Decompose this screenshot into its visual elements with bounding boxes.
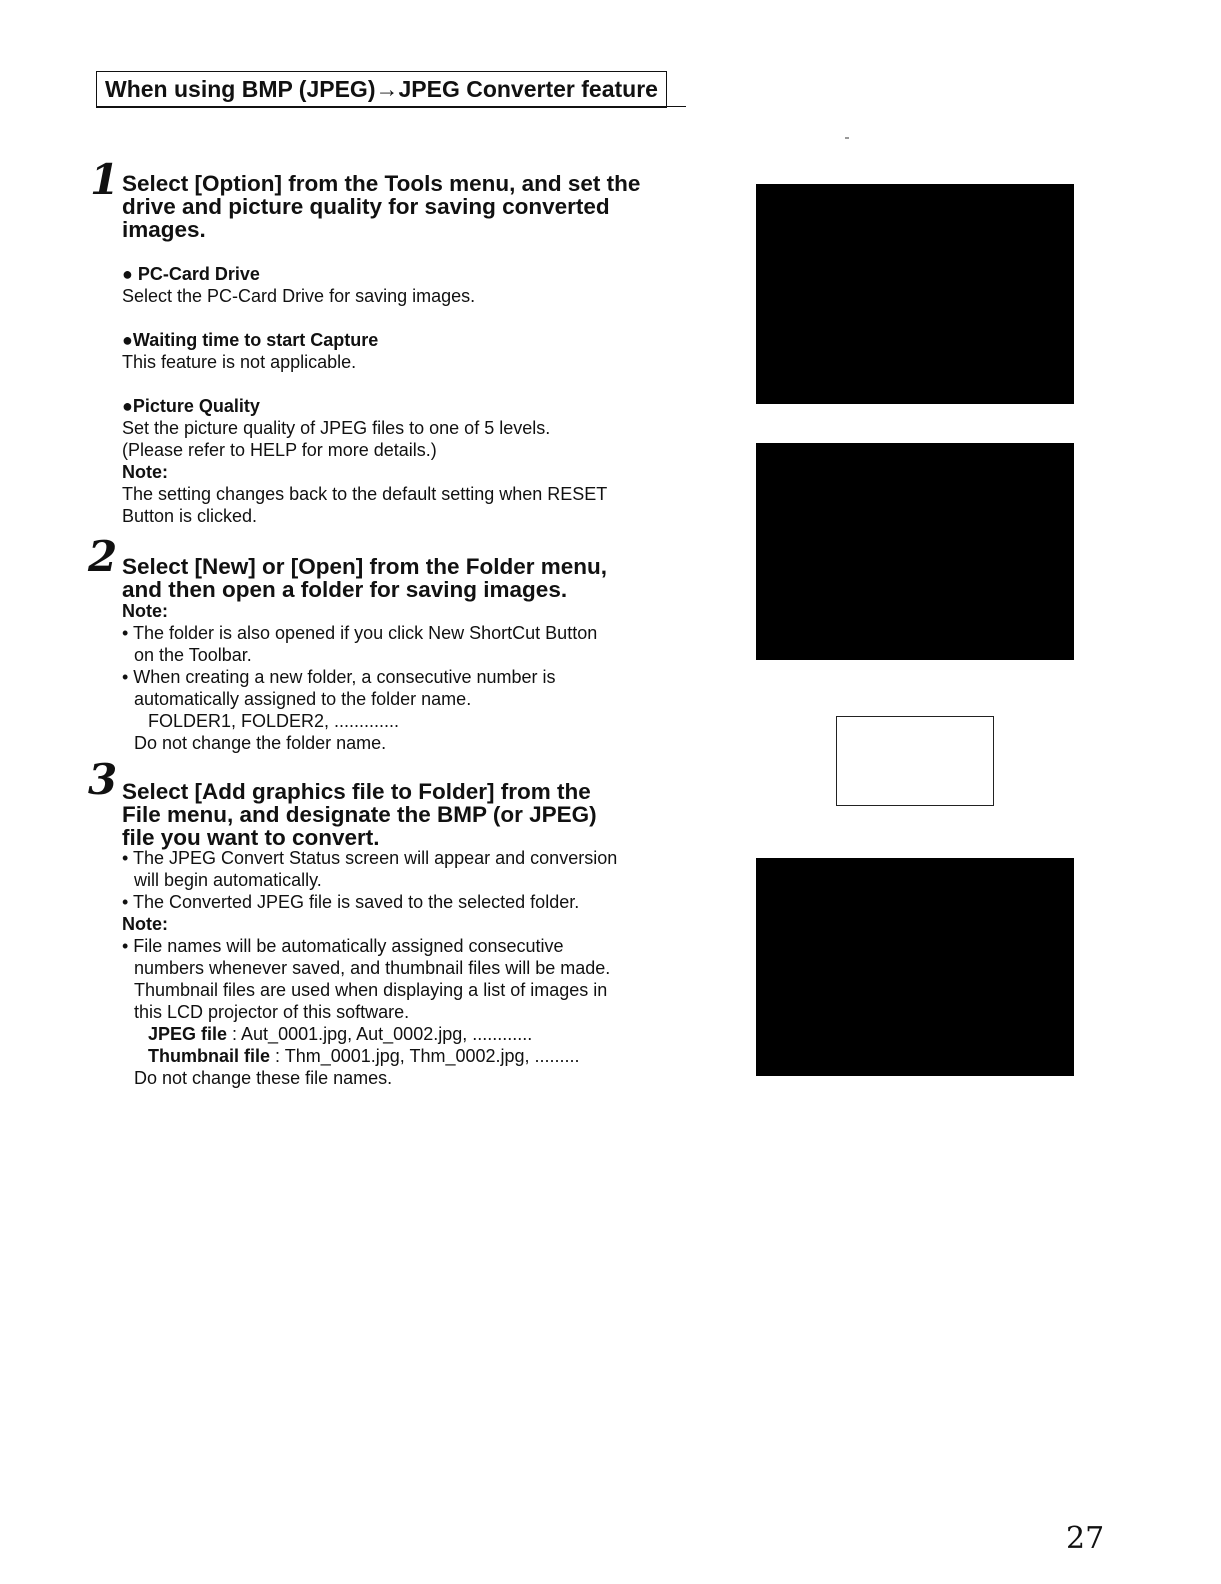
waiting-time-label: ●Waiting time to start Capture (122, 330, 379, 350)
picture-quality-label: ●Picture Quality (122, 396, 260, 416)
step-1-note-text-2: Button is clicked. (122, 506, 258, 526)
step-2-note-label: Note: (122, 601, 168, 621)
step-2-bullet-1a: • The folder is also opened if you click New ShortCut Button (122, 623, 598, 643)
step-2-heading: Select [New] or [Open] from the Folder menu, and then open a folder for saving images. (122, 554, 608, 602)
step-1-body (122, 263, 607, 527)
step-2-bullet-2a: • When creating a new folder, a consecutive number is (122, 667, 556, 687)
step-1-heading: Select [Option] from the Tools menu, and set the drive and picture quality for saving converted images. (122, 171, 641, 242)
pc-card-drive-text: Select the PC-Card Drive for saving images. (122, 286, 476, 306)
step-2-warning: Do not change the folder name. (134, 733, 387, 753)
scan-mark (845, 137, 849, 139)
step-3-note-label: Note: (122, 914, 168, 934)
thumbnail-file-value: : Thm_0001.jpg, Thm_0002.jpg, ......... (270, 1046, 580, 1066)
jpeg-file-label: JPEG file (148, 1024, 228, 1044)
step-3-bullet-1b: will begin automatically. (134, 870, 322, 890)
step-2-bullet-1b: on the Toolbar. (134, 645, 252, 665)
jpeg-file-line (122, 1023, 617, 1045)
jpeg-file-value: : Aut_0001.jpg, Aut_0002.jpg, ............ (227, 1024, 533, 1044)
step-3-note-b: numbers whenever saved, and thumbnail files will be made. (134, 958, 611, 978)
picture-quality-text-2: (Please refer to HELP for more details.) (122, 440, 437, 460)
step-3-bullet-1a: • The JPEG Convert Status screen will appear and conversion (122, 848, 618, 868)
folder-menu-screenshot (756, 443, 1074, 660)
thumbnail-file-line (122, 1045, 617, 1067)
file-menu-screenshot (756, 858, 1074, 1076)
step-3-note-c: Thumbnail files are used when displaying a list of images in (134, 980, 608, 1000)
thumbnail-file-label: Thumbnail file (148, 1046, 271, 1066)
step-2-number: 2 (88, 532, 118, 581)
step-3-warning: Do not change these file names. (134, 1068, 393, 1088)
step-3-note-a: • File names will be automatically assigned consecutive (122, 936, 564, 956)
convert-status-screenshot (836, 716, 994, 806)
step-1-note-text-1: The setting changes back to the default setting when RESET (122, 484, 608, 504)
picture-quality-text-1: Set the picture quality of JPEG files to one of 5 levels. (122, 418, 551, 438)
option-dialog-screenshot (756, 184, 1074, 404)
waiting-time-text: This feature is not applicable. (122, 352, 357, 372)
pc-card-drive-label: ● PC-Card Drive (122, 264, 260, 284)
step-1-number: 1 (90, 155, 120, 204)
step-1-note-label: Note: (122, 462, 168, 482)
step-3-bullet-2: • The Converted JPEG file is saved to the selected folder. (122, 892, 580, 912)
step-3-number: 3 (88, 755, 118, 804)
step-3-note-d: this LCD projector of this software. (134, 1002, 410, 1022)
step-2-body (122, 600, 597, 754)
step-3-heading: Select [Add graphics file to Folder] from the File menu, and designate the BMP (or JPEG) file you want to convert. (122, 779, 597, 850)
title-underline (96, 106, 686, 107)
folder-name-example: FOLDER1, FOLDER2, ............. (148, 711, 400, 731)
step-2-bullet-2b: automatically assigned to the folder name. (134, 689, 472, 709)
section-title: When using BMP (JPEG)→JPEG Converter feature (96, 71, 667, 108)
step-3-body (122, 847, 617, 1089)
page-number: 27 (1066, 1521, 1105, 1556)
